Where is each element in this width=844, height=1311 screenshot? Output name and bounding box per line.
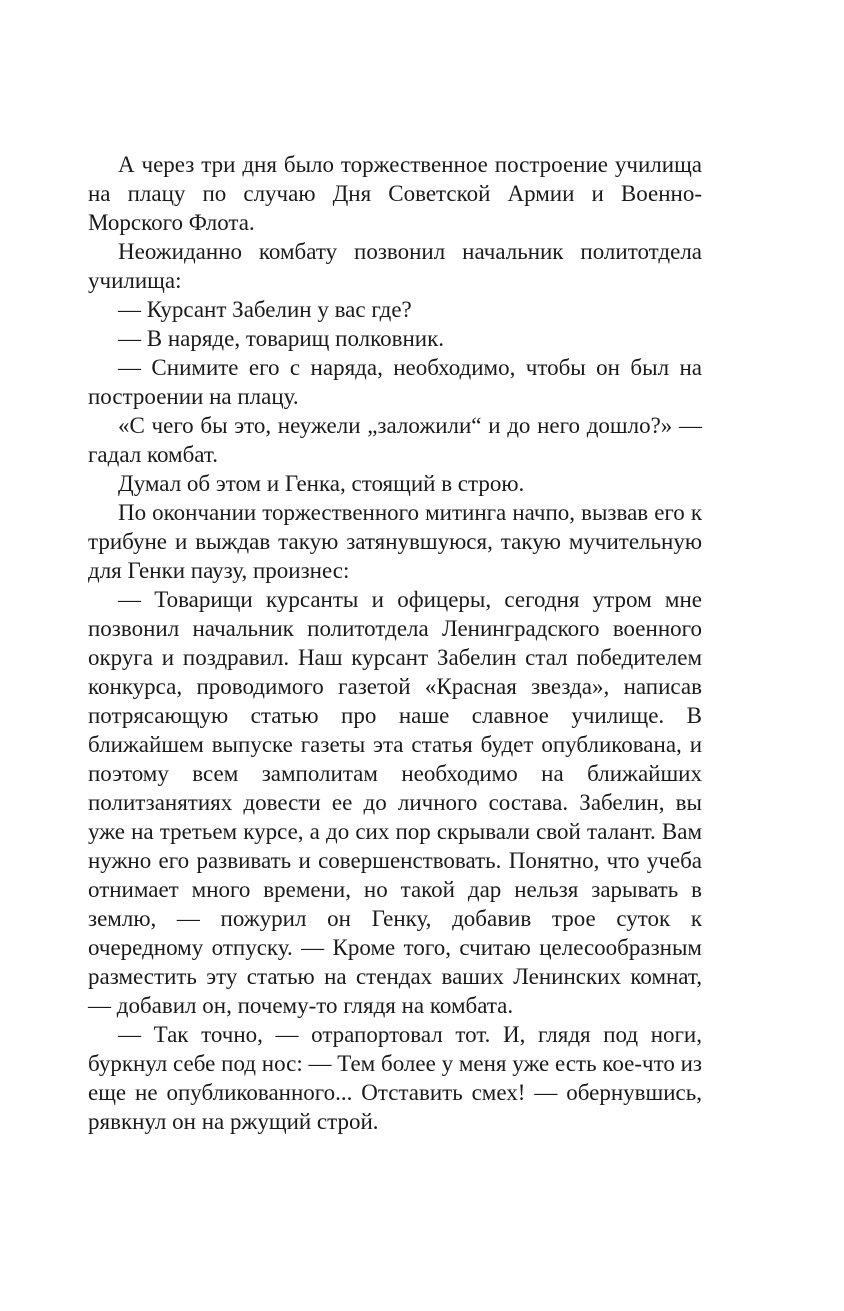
paragraph: Неожиданно комбату позвонил начальник политотдела училища: — [88, 239, 702, 293]
dialogue-line: — Снимите его с наряда, необходимо, чтобы он был на построении на плацу. — [88, 355, 702, 409]
paragraph: «С чего бы это, неужели „заложили“ и до него дошло?» — гадал комбат. — [88, 413, 702, 467]
dialogue-line: — Товарищи курсанты и офицеры, сегодня утром мне позвонил начальник политотдела Ленинградского военного округа и поздравил. Наш курсант Забелин стал победителем конкурса, проводимого газетой «Красная звезда», написав потрясающую статью про наше славное училище. В ближайшем выпуске газеты эта статья будет опубликована, и поэтому всем замполитам необходимо на ближайших политзанятиях довести ее до личного состава. Забелин, вы уже на третьем курсе, а до сих пор скрывали свой талант. Вам нужно его развивать и совершенствовать. Понятно, что учеба отнимает много времени, но такой дар нельзя зарывать в землю, — пожурил он Генку, добавив трое суток к очередному отпуску. — Кроме того, считаю целесообразным разместить эту статью на стендах ваших Ленинских комнат, — добавил он, почему-то глядя на комбата. — [88, 587, 702, 1018]
book-page-text — [88, 150, 702, 1136]
dialogue-line: — Так точно, — отрапортовал тот. И, глядя под ноги, буркнул себе под нос: — Тем более у меня уже есть кое-что из еще не опубликованного... Отставить смех! — обернувшись, рявкнул он на ржущий строй. — [88, 1022, 702, 1134]
paragraph: А через три дня было торжественное построение училища на плацу по случаю Дня Советской Армии и Военно-Морского Флота. — [88, 152, 702, 235]
dialogue-line: — Курсант Забелин у вас где? — [118, 297, 412, 322]
paragraph: По окончании торжественного митинга начпо, вызвав его к трибуне и выждав такую затянувшуюся, такую мучительную для Генки паузу, произнес: — [88, 500, 702, 583]
paragraph: Думал об этом и Генка, стоящий в строю. — [118, 471, 525, 496]
dialogue-line: — В наряде, товарищ полковник. — [118, 326, 445, 351]
